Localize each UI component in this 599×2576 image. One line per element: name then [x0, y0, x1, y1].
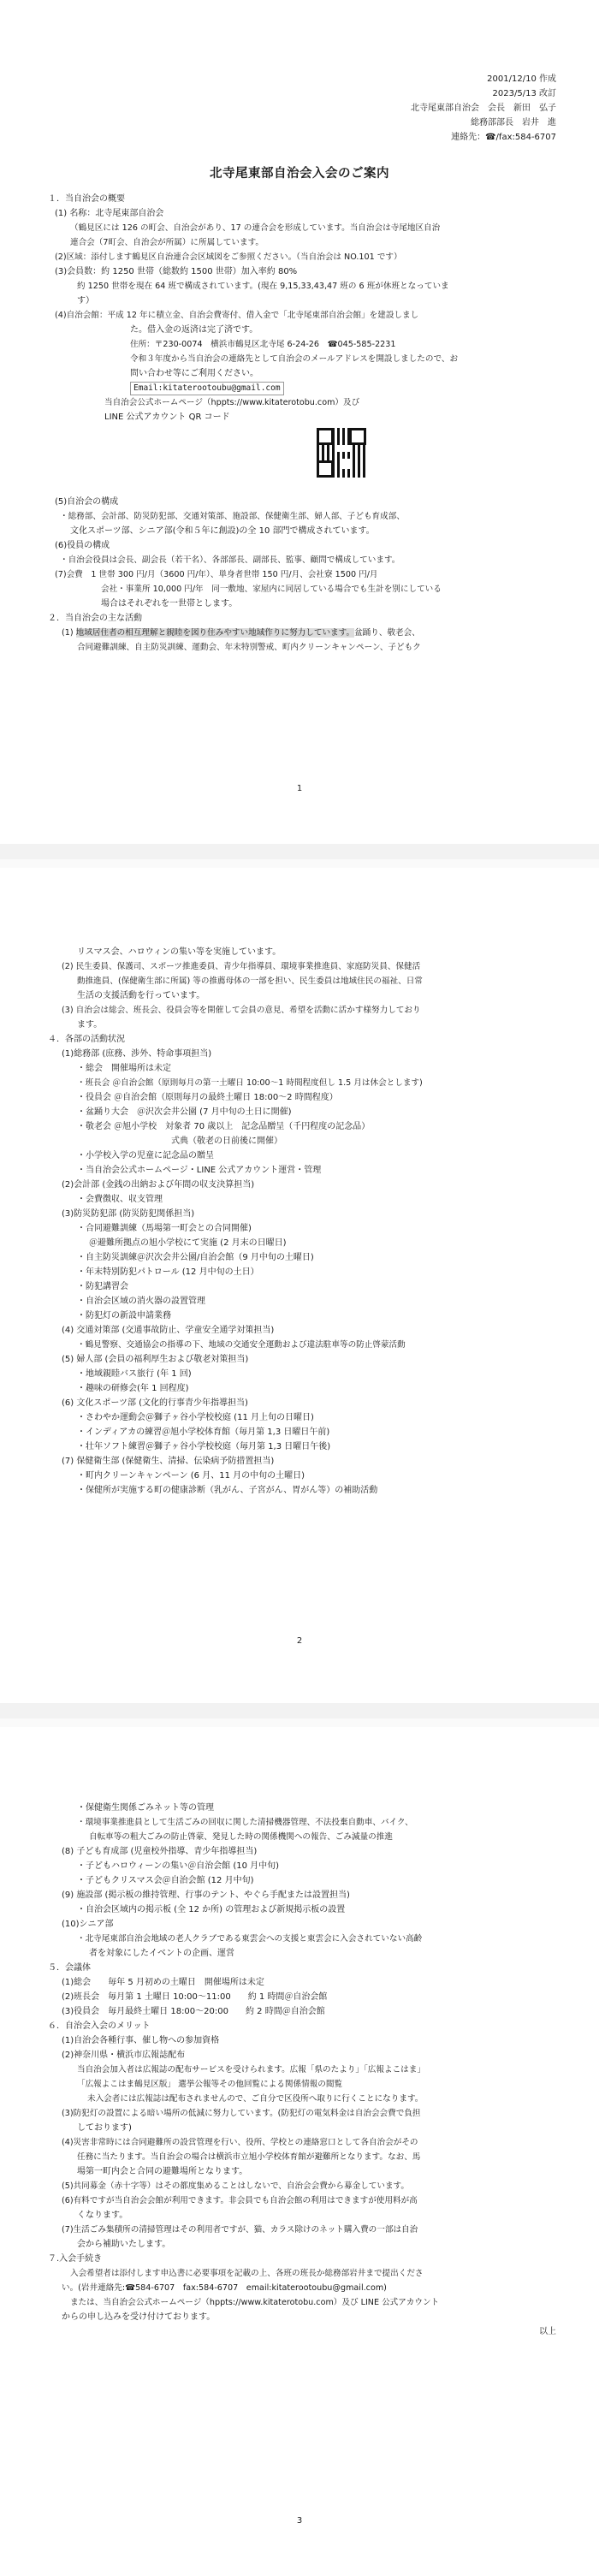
list-item: ・盆踊り大会 ＠沢次会井公園 (7 月中旬の土日に開催): [77, 1107, 292, 1117]
text-line: 動推進員、(保健衛生部に所属) 等の推薦母体の一部を担い、民生委員は地域住民の福祉、日常: [77, 976, 423, 986]
page-number: 3: [296, 2516, 303, 2526]
section-heading: ２．当自治会の主な活動: [48, 614, 142, 623]
text-line: (2)班長会 毎月第 1 土曜日 10:00～11:00 約 1 時間＠自治会館: [62, 1992, 328, 2002]
text-line: 入会希望者は添付します申込書に必要事項を記載の上、各班の班長か総務部岩井まで提出くださ: [70, 2269, 424, 2278]
text-line: ます。: [77, 1020, 103, 1030]
text-line: (7)会費 1 世帯 300 円/月（3600 円/年）、単身者世帯 150 円/月、会社寮 1500 円/月: [55, 570, 378, 579]
president-line: 北寺尾東部自治会 会長 新田 弘子: [411, 104, 556, 113]
text-line: (6)役員の構成: [55, 541, 110, 550]
subsection-heading: (10)シニア部: [62, 1920, 114, 1929]
list-item: ・鶴見警察、交通協会の指導の下、地域の交通安全運動および違法駐車等の防止啓蒙活動: [77, 1340, 406, 1350]
list-item: ・年末特別防犯パトロール (12 月中旬の土日）: [77, 1267, 259, 1277]
text-fragment: 盆踊り、敬老会、: [354, 628, 420, 638]
list-item: ・北寺尾東部自治会地域の老人クラブである東雲会への支援と東雲会に入会されていない高齢: [77, 1934, 423, 1944]
section-heading: １．当自治会の概要: [48, 194, 125, 204]
list-item: ・環境事業推進員として生活ごみの回収に関した清掃機器管理、不法投棄自動車、バイク、: [77, 1818, 413, 1827]
created-date: 2001/12/10 作成: [487, 74, 556, 84]
text-line: (7)生活ごみ集積所の清掃管理はその利用者ですが、猫、カラス除けのネット購入費の一部は自治: [62, 2225, 418, 2235]
text-line: 場第一町内会と合同の避難場所となります。: [77, 2167, 248, 2176]
text-line: 未入会者には広報誌は配布されませんので、ご自分で区役所へ取りに行くことになります。: [87, 2094, 424, 2104]
text-line: (1)自治会各種行事、催し物への参加資格: [62, 2036, 220, 2045]
document-page-2: [0, 859, 599, 1703]
list-item: ・当自治会公式ホームページ・LINE 公式アカウント運営・管理: [77, 1166, 322, 1175]
list-item: ・子どもクリスマス会＠自治会館 (12 月中旬): [77, 1876, 254, 1885]
list-item: 自転車等の粗大ごみの防止啓蒙、発見した時の関係機関への報告、ごみ減量の推進: [89, 1832, 393, 1842]
homepage-line: または、当自治会公式ホームページ（hppts://www.kitaterotobu.com）及び LINE 公式アカウント: [70, 2298, 440, 2307]
subsection-heading: (6) 文化スポーツ部 (文化的行事青少年指導担当): [62, 1398, 248, 1408]
list-item: ・自治会区域の消火器の設置管理: [77, 1297, 205, 1306]
section-heading: ７.入会手続き: [48, 2254, 103, 2264]
list-item: ・自主防災訓練＠沢次会井公園/自治会館（9 月中旬の土曜日): [77, 1253, 314, 1262]
list-item: ・趣味の研修会(年 1 回程度): [77, 1384, 189, 1393]
text-line: た。借入金の返済は完了済です。: [130, 325, 258, 335]
text-line: (3)防犯灯の設置による暗い場所の低減に努力しています。(防犯灯の電気料金は自治会会費で負担: [62, 2109, 421, 2118]
document-title: 北寺尾東部自治会入会のご案内: [210, 167, 389, 181]
list-item: 式典（敬老の日前後に開催）: [171, 1137, 282, 1146]
section-heading: ６．自治会入会のメリット: [48, 2021, 151, 2031]
text-line: LINE 公式アカウント QR コード: [104, 413, 230, 422]
text-line: 令和３年度から当自治会の連絡先として自治会のメールアドレスを開設しましたので、お: [130, 354, 459, 364]
text-line: からの申し込みを受け付けております。: [62, 2312, 216, 2322]
text-line: 生活の支援活動を行っています。: [77, 991, 205, 1000]
text-line: (3) 自治会は総会、班長会、役員会等を開催して会員の意見、希望を活動に活かす様努力しており: [62, 1006, 421, 1015]
list-item: ・インディアカの練習＠旭小学校体育館（毎月第 1,3 日曜日午前): [77, 1427, 330, 1437]
subsection-heading: (8) 子ども育成部 (児童校外指導、青少年指導担当): [62, 1847, 258, 1856]
list-item: ・防犯灯の新設申請業務: [77, 1311, 171, 1321]
address-line: 住所：〒230-0074 横浜市鶴見区北寺尾 6-24-26 ☎045-585-2231: [130, 340, 396, 349]
text-line: 合同避難訓練、自主防災訓練、運動会、年末特別警戒、町内クリーンキャンペーン、子どもク: [77, 643, 421, 652]
list-item: ・合同避難訓練（馬場第一町会との合同開催): [77, 1224, 252, 1233]
document-page-1: [0, 0, 599, 844]
text-line: 任務に当たります。当自治会の場合は横浜市立旭小学校体育館が避難所となります。なお、馬: [77, 2152, 421, 2162]
text-line: (3)役員会 毎月最終土曜日 18:00～20:00 約 2 時間＠自治会館: [62, 2007, 325, 2016]
text-line: リスマス会、ハロウィンの集い等を実施しています。: [77, 947, 282, 957]
line-qr-code[interactable]: [315, 426, 368, 479]
text-line: 連合会（7町会、自治会が所属）に所属しています。: [70, 238, 264, 247]
item-number: (1): [62, 628, 74, 638]
text-line: 「広報よこはま鶴見区版」 選挙公報等その他回覧による関係情報の閲覧: [77, 2080, 343, 2089]
page-number: 2: [296, 1636, 303, 1646]
manager-line: 総務部部長 岩井 進: [471, 118, 556, 128]
list-item: ・町内クリーンキャンペーン (6 月、11 月の中旬の土曜日): [77, 1471, 305, 1481]
revised-date: 2023/5/13 改訂: [492, 89, 556, 98]
list-item: ・班長会 ＠自治会館（原則毎月の第一土曜日 10:00～1 時間程度但し 1.5 月は休会とします): [77, 1078, 423, 1088]
text-line: (1)総会 毎年 5 月初めの土曜日 開催場所は未定: [62, 1978, 264, 1987]
closing-remark: 以上: [539, 2327, 556, 2336]
text-line: (2) 民生委員、保護司、スポーツ推進委員、青少年指導員、環境事業推進員、家庭防災員、保健活: [62, 962, 421, 971]
list-item: ・小学校入学の児童に記念品の贈呈: [77, 1151, 214, 1160]
section-heading: ４．各部の活動状況: [48, 1035, 125, 1044]
text-line: 文化スポーツ部、シニア部(令和５年に創設)の全 10 部門で構成されています。: [70, 526, 375, 536]
list-item: ・役員会 ＠自治会館（原則毎月の最終土曜日 18:00～2 時間程度）: [77, 1093, 338, 1102]
list-item: ・自治会区域内の掲示板 (全 12 か所) の管理および新規掲示板の設置: [77, 1905, 346, 1914]
list-item: ・敬老会 ＠旭小学校 対象者 70 歳以上 記念品贈呈（千円程度の記念品）: [77, 1122, 371, 1131]
text-line: （鶴見区には 126 の町会、自治会があり、17 の連合会を形成しています。当自治会は寺尾地区自治: [70, 223, 441, 233]
text-line: ・自治会役員は会長、副会長（若干名）、各部部長、副部長、監事、顧問で構成しています。: [60, 555, 400, 565]
subsection-heading: (4) 交通対策部 (交通事故防止、学童安全通学対策担当): [62, 1326, 275, 1335]
text-line: 会から補助いたします。: [77, 2240, 171, 2249]
subsection-heading: (5) 婦人部 (会員の福利厚生および敬老対策担当): [62, 1355, 249, 1364]
contact-line: 連絡先：☎/fax:584-6707: [451, 133, 556, 142]
list-item: ・総会 開催場所は未定: [77, 1064, 171, 1073]
document-page-3: [0, 1718, 599, 2576]
list-item: 者を対象にしたイベントの企画、運営: [89, 1949, 234, 1958]
subsection-heading: (9) 施設部 (掲示板の維持管理、行事のテント、やぐら手配または設置担当): [62, 1890, 350, 1900]
section-heading: ５．会議体: [48, 1963, 91, 1973]
text-line: 問い合わせ等にご利用ください。: [130, 369, 258, 378]
subsection-heading: (3)防災防犯部 (防災防犯関係担当): [62, 1209, 195, 1219]
list-item: ・さわやか運動会＠獅子ヶ谷小学校校庭 (11 月上旬の日曜日): [77, 1413, 314, 1422]
list-item: ・保健所が実施する町の健康診断（乳がん、子宮がん、胃がん等）の補助活動: [77, 1486, 378, 1495]
text-line: (2)区域：添付します鶴見区自治連合会区域図をご参照ください。（当自治会は NO.101 です）: [55, 252, 402, 262]
text-line: (4)災害非常時には合同避難所の設営管理を行い、役所、学校との連絡窓口として各自治会がその: [62, 2138, 418, 2147]
text-line: (5)共同募金（赤十字等）はその都度集めることはしないで、自治会会費から募金しています。: [62, 2181, 409, 2191]
list-item: ・壮年ソフト練習＠獅子ヶ谷小学校校庭（毎月第 1,3 日曜日午後): [77, 1442, 331, 1451]
text-line: (6)有料ですが当自治会会館が利用できます。非会員でも自治会館の利用はできますが使用料が高: [62, 2196, 418, 2205]
text-line: (1) 名称：北寺尾東部自治会: [55, 209, 164, 218]
list-item: ・子どもハロウィーンの集い＠自治会館 (10 月中旬): [77, 1861, 280, 1871]
text-line: (2)神奈川県・横浜市広報誌配布: [62, 2051, 186, 2060]
text-line: 約 1250 世帯を現在 64 班で構成されています。(現在 9,15,33,43,47 班の 6 班が休班となっていま: [77, 282, 449, 291]
list-item: ・会費徴収、収支管理: [77, 1195, 163, 1204]
highlighted-text: 地域居住者の相互理解と親睦を図り住みやすい地域作りに努力しています。: [75, 628, 355, 638]
list-item: ＠避難所拠点の旭小学校にて実施 (2 月末の日曜日): [89, 1238, 287, 1248]
contact-details-line: い。(岩井連絡先:☎584-6707 fax:584-6707 email:kitaterootoubu@gmail.com): [62, 2283, 387, 2293]
list-item: ・保健衛生関係ごみネット等の管理: [77, 1803, 214, 1813]
subsection-heading: (1)総務部 (庶務、涉外、特命事項担当): [62, 1049, 212, 1059]
page-number: 1: [296, 784, 303, 793]
email-address[interactable]: Email:kitaterootoubu@gmail.com: [130, 382, 284, 395]
text-line: ・総務部、会計部、防災防犯部、交通対策部、施設部、保健衛生部、婦人部、子ども育成部、: [60, 512, 405, 521]
text-line: 場合はそれぞれを一世帯とします。: [101, 599, 238, 608]
subsection-heading: (2)会計部 (金銭の出納および年間の収支決算担当): [62, 1180, 255, 1190]
homepage-line: 当自治会公式ホームページ（hppts://www.kitaterotobu.com）及び: [104, 398, 360, 407]
subsection-heading: (7) 保健衛生部 (保健衛生、清掃、伝染病予防措置担当): [62, 1457, 275, 1466]
text-line: (3)会員数：約 1250 世帯（総数約 1500 世帯）加入率約 80%: [55, 267, 298, 276]
text-line: しております): [77, 2123, 132, 2133]
text-line: 会社・事業所 10,000 円/年 同一敷地、家屋内に同居している場合でも生計を別にしている: [101, 585, 442, 594]
list-item: ・地域親睦バス旅行 (年 1 回): [77, 1369, 192, 1379]
text-line: (5)自治会の構成: [55, 497, 119, 507]
text-line: くなります。: [77, 2211, 128, 2220]
list-item: ・防犯講習会: [77, 1282, 128, 1291]
text-line: 当自治会加入者は広報誌の配布サービスを受けられます。広報「県のたより」「広報よこはま」: [77, 2065, 425, 2074]
text-line: す）: [77, 296, 94, 306]
text-line: (4)自治会館：平成 12 年に積立金、自治会費寄付、借入金で「北寺尾東部自治会館」を建設しまし: [55, 311, 419, 320]
